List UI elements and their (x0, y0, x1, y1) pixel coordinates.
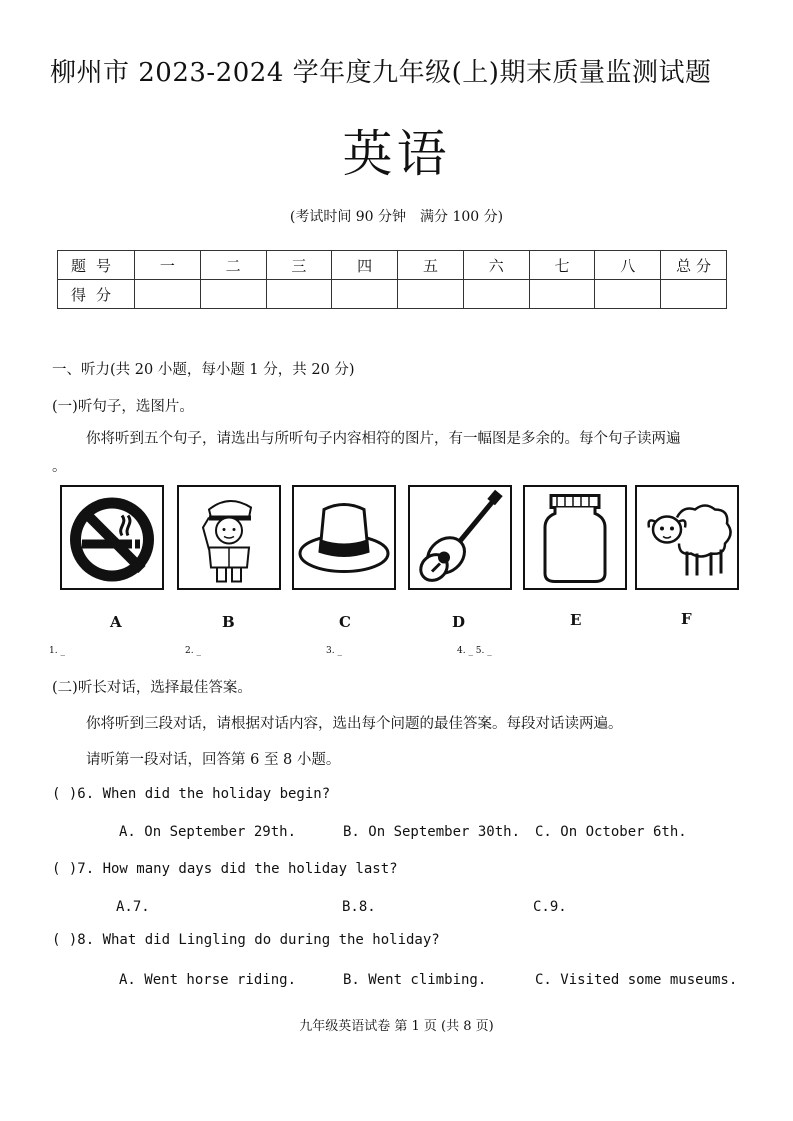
picture-label-d: D (452, 613, 466, 631)
score-col: 六 (463, 251, 529, 280)
exam-meta: (考试时间 90 分钟 满分 100 分) (289, 209, 504, 225)
score-cell[interactable] (266, 280, 332, 309)
question-7-stem: ( )7. How many days did the holiday last? (52, 861, 398, 877)
score-cell[interactable] (332, 280, 398, 309)
picture-label-c: C (339, 613, 351, 631)
page-footer: 九年级英语试卷 第 1 页 (共 8 页) (299, 1019, 494, 1034)
score-col: 四 (332, 251, 398, 280)
picture-label-e: E (570, 611, 582, 629)
answer-blank-2[interactable]: 2. _ (185, 646, 201, 656)
picture-a (60, 485, 164, 590)
question-6-option-b[interactable]: B. On September 30th. (343, 824, 521, 840)
no-smoking-icon (62, 487, 162, 588)
score-cell[interactable] (200, 280, 266, 309)
part1-heading: (一)听句子，选图片。 (52, 399, 194, 415)
question-8-option-a[interactable]: A. Went horse riding. (119, 972, 297, 988)
question-7-option-a[interactable]: A.7. (116, 899, 150, 915)
question-7-option-c[interactable]: C.9. (533, 899, 567, 915)
score-col-total: 总 分 (661, 251, 727, 280)
score-table-row-head: 题号 (58, 251, 135, 280)
score-col: 二 (200, 251, 266, 280)
score-cell[interactable] (463, 280, 529, 309)
dialogue1-intro: 请听第一段对话，回答第 6 至 8 小题。 (86, 752, 341, 768)
question-8-stem: ( )8. What did Lingling do during the holiday? (52, 932, 440, 948)
question-8-option-b[interactable]: B. Went climbing. (343, 972, 487, 988)
hat-icon (294, 487, 394, 588)
question-6-option-c[interactable]: C. On October 6th. (535, 824, 687, 840)
exam-title: 柳州市 2023-2024 学年度九年级(上)期末质量监测试题 (50, 58, 712, 88)
score-col: 八 (595, 251, 661, 280)
score-cell[interactable] (595, 280, 661, 309)
answer-blank-3[interactable]: 3. _ (326, 646, 342, 656)
score-cell[interactable] (529, 280, 595, 309)
score-table-header-row (58, 251, 727, 280)
score-col: 五 (398, 251, 464, 280)
score-table-score-row (58, 280, 727, 309)
picture-c (292, 485, 396, 590)
picture-label-a: A (110, 613, 122, 631)
score-cell[interactable] (135, 280, 201, 309)
part2-heading: (二)听长对话，选择最佳答案。 (52, 680, 252, 696)
question-6-option-a[interactable]: A. On September 29th. (119, 824, 297, 840)
score-cell[interactable] (398, 280, 464, 309)
score-col: 一 (135, 251, 201, 280)
score-table (57, 250, 727, 309)
part1-instruction-end: 。 (52, 459, 67, 475)
sheep-icon (637, 487, 737, 588)
picture-label-f: F (681, 610, 692, 628)
question-8-option-c[interactable]: C. Visited some museums. (535, 972, 738, 988)
part1-instruction: 你将听到五个句子，请选出与所听句子内容相符的图片，有一幅图是多余的。每个句子读两遍 (86, 431, 681, 447)
part2-instruction: 你将听到三段对话，请根据对话内容，选出每个问题的最佳答案。每段对话读两遍。 (86, 716, 623, 732)
picture-label-b: B (222, 613, 235, 631)
guitar-icon (410, 487, 510, 588)
question-6-stem: ( )6. When did the holiday begin? (52, 786, 331, 802)
jar-icon (525, 487, 625, 588)
picture-d (408, 485, 512, 590)
question-7-option-b[interactable]: B.8. (342, 899, 376, 915)
answer-blank-1[interactable]: 1. _ (49, 646, 65, 656)
score-cell[interactable] (661, 280, 727, 309)
section1-heading: 一、听力(共 20 小题，每小题 1 分，共 20 分) (52, 362, 355, 378)
score-col: 七 (529, 251, 595, 280)
picture-f (635, 485, 739, 590)
police-officer-icon (179, 487, 279, 588)
score-col: 三 (266, 251, 332, 280)
answer-blank-4-5[interactable]: 4. _ 5. _ (457, 646, 492, 656)
picture-b (177, 485, 281, 590)
score-table-row-head: 得分 (58, 280, 135, 309)
picture-e (523, 485, 627, 590)
subject-title: 英语 (342, 125, 451, 183)
